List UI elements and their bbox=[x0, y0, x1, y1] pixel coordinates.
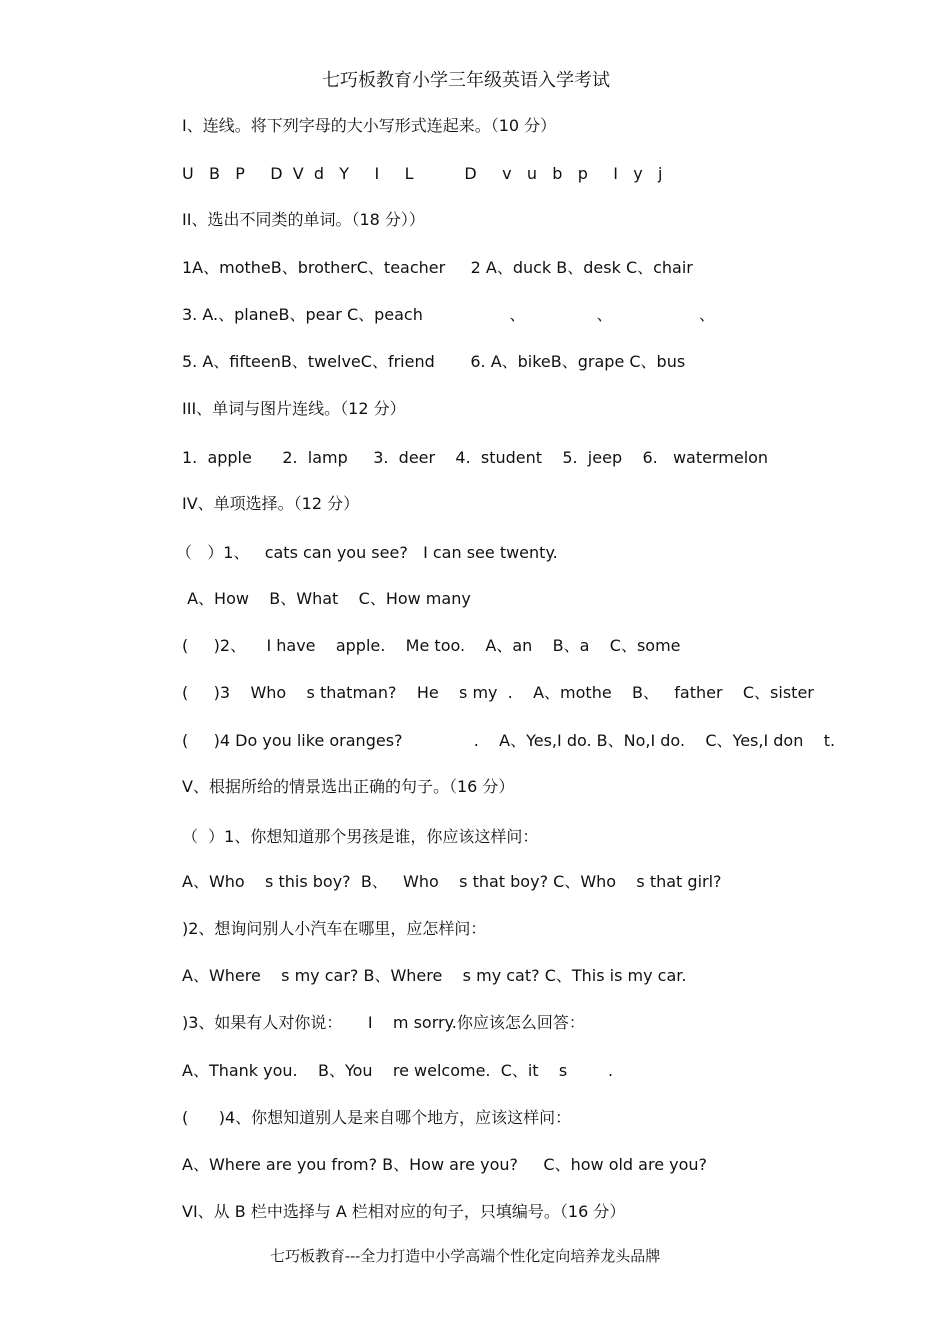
options-line: A、How B、What C、How many bbox=[182, 589, 471, 608]
question-line: ( )4 Do you like oranges? . A、Yes,I do. B、No,I do. C、Yes,I don t. bbox=[182, 731, 836, 750]
question-line: ( )3 Who s thatman? He s my . A、mothe B、 father C、sister bbox=[182, 683, 814, 702]
options-line: A、Where s my car? B、Where s my cat? C、This is my car. bbox=[182, 966, 687, 985]
word-list-line: 1. apple 2. lamp 3. deer 4. student 5. jeep 6. watermelon bbox=[182, 448, 769, 467]
page-footer: 七巧板教育---全力打造中小学高端个性化定向培养龙头品牌 bbox=[270, 1247, 661, 1265]
question-line: )2、想询问别人小汽车在哪里，应怎样问： bbox=[182, 919, 487, 938]
question-line: （ ）1、你想知道那个男孩是谁，你应该这样问： bbox=[182, 827, 539, 846]
question-line: 5. A、fifteenB、twelveC、friend 6. A、bikeB、grape C、bus bbox=[182, 352, 686, 371]
section-1-heading: I、连线。将下列字母的大小写形式连起来。（10 分） bbox=[182, 116, 557, 135]
letters-line: U B P D V d Y I L D v u b p I y j bbox=[182, 164, 663, 183]
options-line: A、Thank you. B、You re welcome. C、it s . bbox=[182, 1061, 614, 1080]
section-4-heading: IV、单项选择。（12 分） bbox=[182, 494, 360, 513]
options-line: A、Who s this boy? B、 Who s that boy? C、Who s that girl? bbox=[182, 872, 722, 891]
question-line: 1A、motheB、brotherC、teacher 2 A、duck B、desk C、chair bbox=[182, 258, 693, 277]
section-3-heading: III、单词与图片连线。（12 分） bbox=[182, 399, 406, 418]
question-line: ( )2、 I have apple. Me too. A、an B、a C、some bbox=[182, 636, 681, 655]
section-5-heading: V、根据所给的情景选出正确的句子。（16 分） bbox=[182, 777, 515, 796]
question-line: 3. A.、planeB、pear C、peach 、 、 、 bbox=[182, 305, 715, 324]
exam-title: 七巧板教育小学三年级英语入学考试 bbox=[322, 70, 610, 91]
question-line: （ ）1、 cats can you see? I can see twenty. bbox=[176, 543, 558, 562]
section-6-heading: VI、从 B 栏中选择与 A 栏相对应的句子，只填编号。（16 分） bbox=[182, 1202, 626, 1221]
question-line: )3、如果有人对你说： I m sorry.你应该怎么回答： bbox=[182, 1013, 585, 1032]
options-line: A、Where are you from? B、How are you? C、how old are you? bbox=[182, 1155, 708, 1174]
section-2-heading: II、选出不同类的单词。（18 分）） bbox=[182, 210, 425, 229]
question-line: ( )4、你想知道别人是来自哪个地方，应该这样问： bbox=[182, 1108, 572, 1127]
